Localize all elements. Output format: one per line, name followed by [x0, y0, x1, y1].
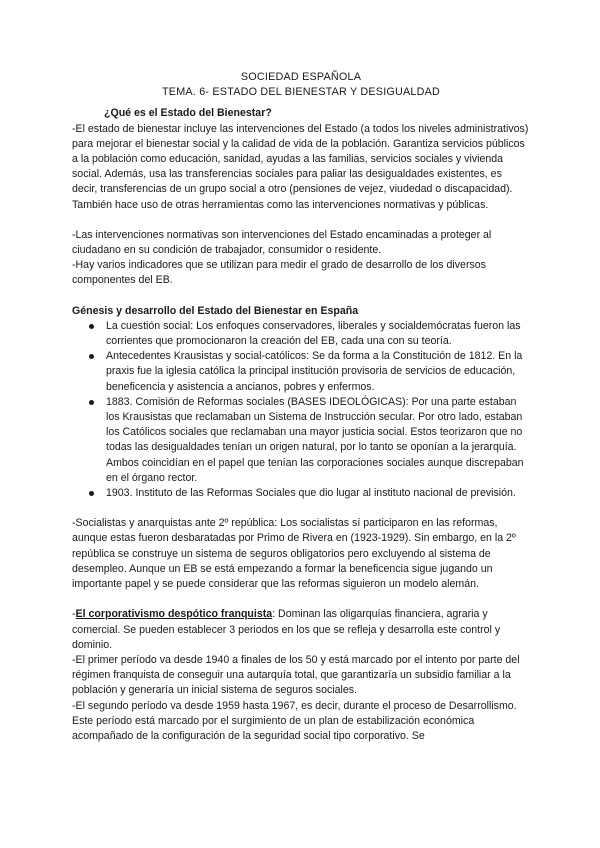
paragraph-corporativismo-intro: [72, 607, 530, 653]
section-heading-genesis: Génesis y desarrollo del Estado del Bienestar en España: [72, 304, 359, 317]
dash-prefix: -: [72, 608, 76, 621]
document-page: [72, 70, 530, 744]
paragraph-socialistas: -Socialistas y anarquistas ante 2º república: Los socialistas sí participaron en las reformas, aunque estas fueron desbaratadas por Primo de Rivera en (1923-1929). Sin embargo, en la 2º república se construye un sistema de seguros obligatorios pero excluyendo al sistema de desempleo. Aunque un EB se está empezando a formar la beneficencia sigue jugando un importante papel y se puede considerar que las reformas siguieron un modelo alemán.: [72, 517, 516, 591]
bullet-icon: [89, 354, 94, 359]
section-heading-estado-bienestar: ¿Qué es el Estado del Bienestar?: [104, 107, 272, 120]
paragraph-second-period: -El segundo período va desde 1959 hasta 1967, es decir, durante el proceso de Desarrollismo. Este período está marcado por el surgimiento de un plan de estabilización económica acompañado de la configuración de la seguridad social tipo corporativo. Se: [72, 699, 517, 742]
term-corporativismo: El corporativismo despótico franquista: [75, 608, 273, 621]
bullet-icon: [89, 400, 94, 405]
genesis-bullet-list: [72, 319, 530, 501]
spacer: [72, 592, 530, 607]
bullet-icon: [89, 491, 94, 496]
list-item: [106, 486, 530, 501]
paragraph-definition: -El estado de bienestar incluye las intervenciones del Estado (a todos los niveles administrativos) para mejorar el bienestar social y la calidad de vida de la población. Garantiza servicios públicos a la población como educación, sanidad, ayudas a las familias, servicios sociales y vivienda social. Además, usa las transferencias sociales para paliar las desigualdades existentes, es decir, transferencias de un grupo social a otro (pensiones de vejez, viudedad o discapacidad). También hace uso de otras herramientas como las intervenciones normativas y públicas.: [72, 122, 529, 211]
list-item: [106, 395, 530, 486]
document-title: SOCIEDAD ESPAÑOLA: [240, 71, 362, 83]
bullet-icon: [89, 324, 94, 329]
document-subtitle: TEMA. 6- ESTADO DEL BIENESTAR Y DESIGUALDAD: [162, 86, 440, 99]
list-item-text: 1883. Comisión de Reformas sociales (BASES IDEOLÓGICAS): Por una parte estaban los Krausistas que reclamaban un Sistema de Instrucción secular. Por otro lado, estaban los Católicos sociales que reclamaban una mayor justicia social. Estos teorizaron que no todas las desigualdades tenían un origen natural, por lo tanto se oponían a la jerarquía. Ambos coincidían en el papel que tenían las corporaciones sociales aunque discrepaban en el órgano rector.: [106, 395, 524, 484]
paragraph-indicators: -Hay varios indicadores que se utilizan para medir el grado de desarrollo de los diversos componentes del EB.: [72, 259, 486, 287]
paragraph-first-period: -El primer período va desde 1940 a finales de los 50 y está marcado por el intento por parte del régimen franquista de conseguir una autarquía total, que garantizaría un subsidio familiar a la población y generaría un inicial sistema de seguros sociales.: [72, 653, 520, 697]
list-item-text: 1903. Instituto de las Reformas Sociales que dio lugar al instituto nacional de previsión.: [106, 487, 516, 500]
spacer: [72, 289, 530, 304]
intro-rest: : Dominan las oligarquías financiera, agraria y comercial. Se pueden establecer 3 periodos en los que se refleja y desarrolla este control y dominio.: [72, 608, 501, 651]
list-item-text: Antecedentes Krausistas y social-católicos: Se da forma a la Constitución de 1812. En la praxis fue la iglesia católica la principal institución provisoria de servicios de educación, beneficencia y asistencia a ancianos, pobres y enfermos.: [106, 350, 523, 393]
list-item: [106, 349, 530, 395]
paragraph-normative: -Las intervenciones normativas son intervenciones del Estado encaminadas a proteger al ciudadano en su condición de trabajador, consumidor o residente.: [72, 228, 492, 257]
spacer: [72, 501, 530, 516]
list-item-text: La cuestión social: Los enfoques conservadores, liberales y socialdemócratas fueron las corrientes que promocionaron la creación del EB, cada una con su teoría.: [106, 319, 521, 348]
list-item: [106, 319, 530, 349]
spacer: [72, 213, 530, 228]
